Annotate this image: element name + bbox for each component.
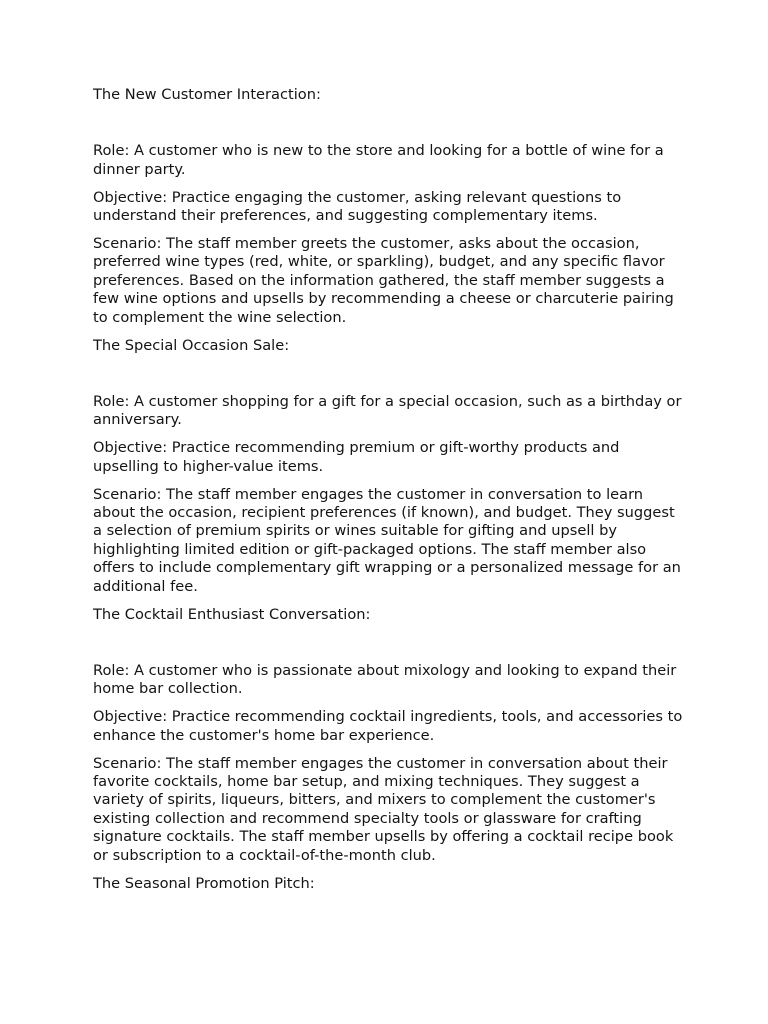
document-page bbox=[93, 86, 683, 931]
section-new-customer bbox=[93, 86, 683, 327]
scenario-paragraph: Scenario: The staff member greets the customer, asks about the occasion, preferred wine types (red, white, or sparkling), budget, and any specific flavor preferences. Based on the information gathered, the staff member suggests a few wine options and upsells by recommending a cheese or charcuterie pairing to complement the wine selection. bbox=[93, 235, 674, 326]
role-paragraph: Role: A customer who is passionate about mixology and looking to expand their home bar collection. bbox=[93, 661, 677, 698]
section-heading: The New Customer Interaction: bbox=[93, 86, 321, 103]
section-heading: The Cocktail Enthusiast Conversation: bbox=[93, 605, 371, 623]
scenario-paragraph: Scenario: The staff member engages the customer in conversation about their favorite cocktails, home bar setup, and mixing techniques. They suggest a variety of spirits, liqueurs, bitters, and mixers to complement the customer's existing collection and recommend specialty tools or glassware for crafting signature cocktails. The staff member upsells by offering a cocktail recipe book or subscription to a cocktail-of-the-month club. bbox=[93, 754, 674, 864]
role-paragraph: Role: A customer shopping for a gift for a special occasion, such as a birthday or anniversary. bbox=[93, 392, 682, 429]
section-heading: The Seasonal Promotion Pitch: bbox=[93, 874, 315, 892]
scenario-paragraph: Scenario: The staff member engages the customer in conversation to learn about the occasion, recipient preferences (if known), and budget. They suggest a selection of premium spirits or wines suitable for gifting and upsell by highlighting limited edition or gift-packaged options. The staff member also offers to include complementary gift wrapping or a personalized message for an additional fee. bbox=[93, 485, 681, 595]
objective-paragraph: Objective: Practice recommending cocktail ingredients, tools, and accessories to enhance the customer's home bar experience. bbox=[93, 708, 683, 744]
section-seasonal-promotion bbox=[93, 875, 683, 893]
section-heading: The Special Occasion Sale: bbox=[93, 336, 290, 354]
section-special-occasion bbox=[93, 337, 683, 596]
objective-paragraph: Objective: Practice recommending premium or gift-worthy products and upselling to higher-value items. bbox=[93, 439, 620, 475]
objective-paragraph: Objective: Practice engaging the customer, asking relevant questions to understand their preferences, and suggesting complementary items. bbox=[93, 188, 622, 225]
section-cocktail-enthusiast bbox=[93, 606, 683, 865]
role-paragraph: Role: A customer who is new to the store and looking for a bottle of wine for a dinner party. bbox=[93, 142, 664, 178]
